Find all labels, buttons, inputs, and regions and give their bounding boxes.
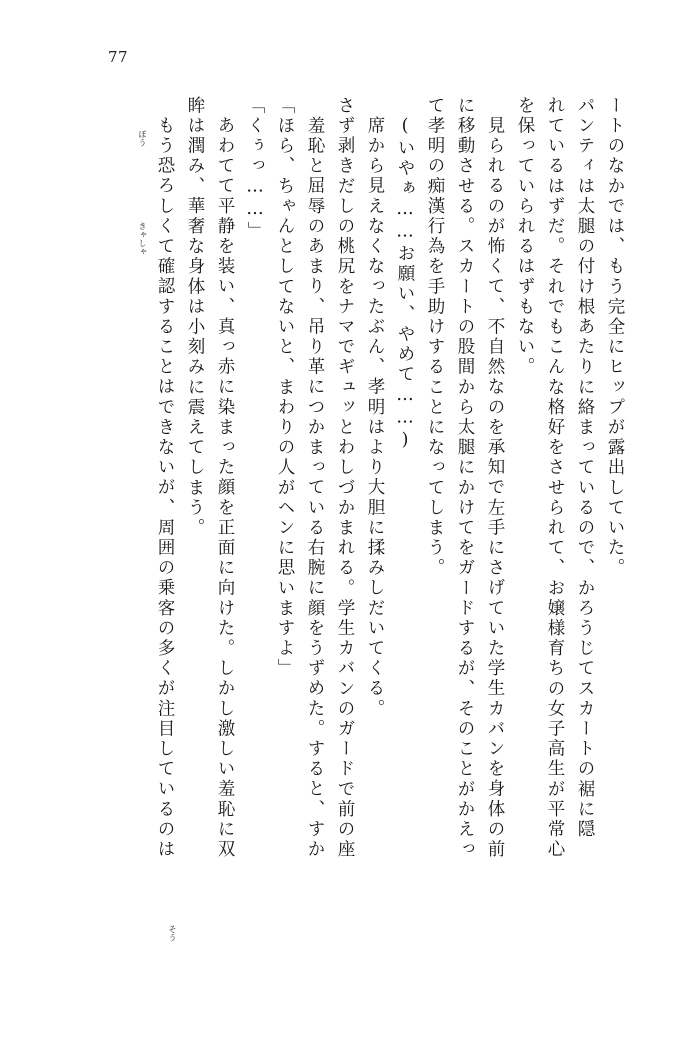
text-line: パンティは太腿の付け根あたりに絡まっているので、かろうじてスカートの裾に隠 (575, 96, 595, 840)
text-line: 見られるのが怖くて、不自然なのを承知で左手にさげていた学生カバンを身体の前 (485, 116, 505, 860)
text-line: て孝明の痴漢行為を手助けすることになってしまう。 (425, 96, 445, 579)
text-line: 眸は潤み、華奢な身体は小刻みに震えてしまう。 (185, 96, 205, 539)
text-line: ートのなかでは、もう完全にヒップが露出していた。 (605, 96, 625, 579)
text-line: 「ほら、ちゃんとしてないと、まわりの人がヘンに思いますよ」 (275, 96, 295, 679)
text-line: に移動させる。スカートの股間から太腿にかけてをガードするが、そのことがかえっ (455, 96, 475, 860)
text-line: 席から見えなくなったぶん、孝明はより大胆に揉みしだいてくる。 (365, 116, 385, 719)
text-line: あわてて平静を装い、真っ赤に染まった顔を正面に向けた。しかし激しい羞恥に双 (215, 116, 235, 860)
text-line: さず剥きだしの桃尻をナマでギュッとわしづかまれる。学生カバンのガードで前の座 (335, 96, 355, 860)
ruby-annotation-bou: ぼう (138, 130, 147, 147)
ruby-annotation-kyasha: きゃしゃ (138, 222, 147, 256)
ruby-annotation-sou: そう (168, 925, 177, 942)
text-line: を保っていられるはずもない。 (515, 96, 535, 378)
text-line: 羞恥と屈辱のあまり、吊り革につかまっている右腕に顔をうずめた。すると、すか (305, 116, 325, 860)
text-line: (いやぁ……お願い、やめて……) (395, 116, 415, 453)
text-line: れているはずだ。それでもこんな格好をさせられて、お嬢様育ちの女子高生が平常心 (545, 96, 565, 860)
text-line: もう恐ろしくて確認することはできないが、周囲の乗客の多くが注目しているのは (155, 116, 175, 860)
text-line: 「くぅっ……」 (245, 96, 265, 242)
page-number: 77 (108, 48, 129, 66)
